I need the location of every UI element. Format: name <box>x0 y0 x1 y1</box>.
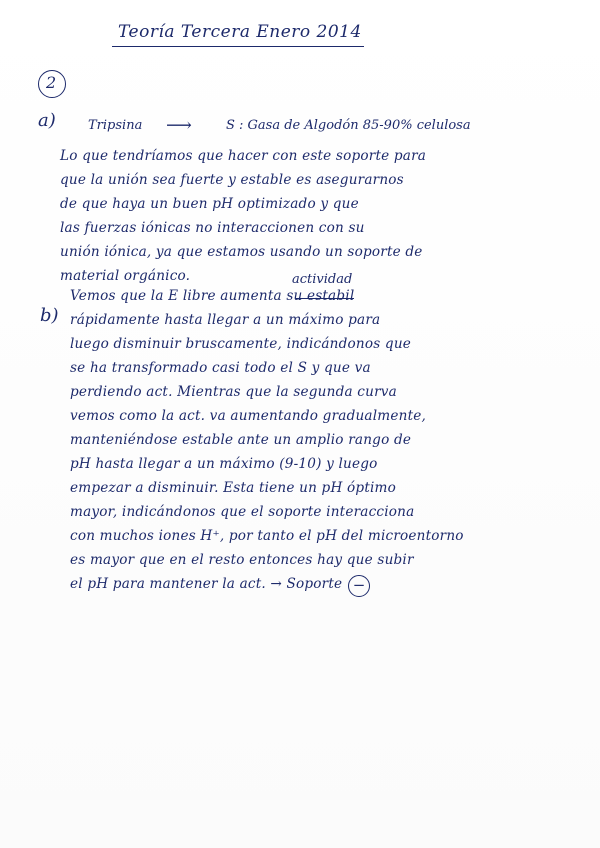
page-title: Teoría Tercera Enero 2014 <box>118 22 362 42</box>
part-b-line: rápidamente hasta llegar a un máximo para <box>70 312 381 328</box>
part-a-line: de que haya un buen pH optimizado y que <box>60 196 359 212</box>
part-a-line: que la unión sea fuerte y estable es asegurarnos <box>60 172 404 188</box>
part-a-line: unión iónica, ya que estamos usando un soporte de <box>60 244 423 260</box>
part-b-line: con muchos iones H⁺, por tanto el pH del microentorno <box>70 528 464 544</box>
part-a-line: Lo que tendríamos que hacer con este soporte para <box>60 148 427 164</box>
minus-sign-circle: − <box>348 575 370 597</box>
arrow-icon: ⟶ <box>166 115 192 136</box>
part-b-line: se ha transformado casi todo el S y que va <box>70 360 371 376</box>
part-b-line: empezar a disminuir. Esta tiene un pH óptimo <box>70 480 397 496</box>
part-b-label: b) <box>40 305 59 326</box>
part-a-label: a) <box>38 110 56 131</box>
part-b-line: manteniéndose estable ante un amplio rango de <box>70 432 412 448</box>
support-description: S : Gasa de Algodón 85-90% celulosa <box>226 118 471 133</box>
part-a-line: las fuerzas iónicas no interaccionen con su <box>60 220 365 236</box>
part-a-line: material orgánico. <box>60 268 191 284</box>
part-b-line: es mayor que en el resto entonces hay que subir <box>70 552 414 568</box>
part-a-header <box>88 115 558 140</box>
part-b-line: pH hasta llegar a un máximo (9-10) y luego <box>70 456 378 472</box>
inserted-correction: actividad <box>292 272 353 287</box>
part-b-line: vemos como la act. va aumentando gradualmente, <box>70 408 426 424</box>
part-b-line: perdiendo act. Mientras que la segunda curva <box>70 384 397 400</box>
enzyme-name: Tripsina <box>88 118 143 133</box>
question-number: 2 <box>46 73 57 92</box>
part-b-line: Vemos que la E libre aumenta su estabil <box>70 288 355 304</box>
part-b-line: luego disminuir bruscamente, indicándonos que <box>70 336 412 352</box>
part-b-line: mayor, indicándonos que el soporte interacciona <box>70 504 415 520</box>
title-underline <box>112 46 364 47</box>
part-b-line: el pH para mantener la act. → Soporte <box>70 576 343 592</box>
